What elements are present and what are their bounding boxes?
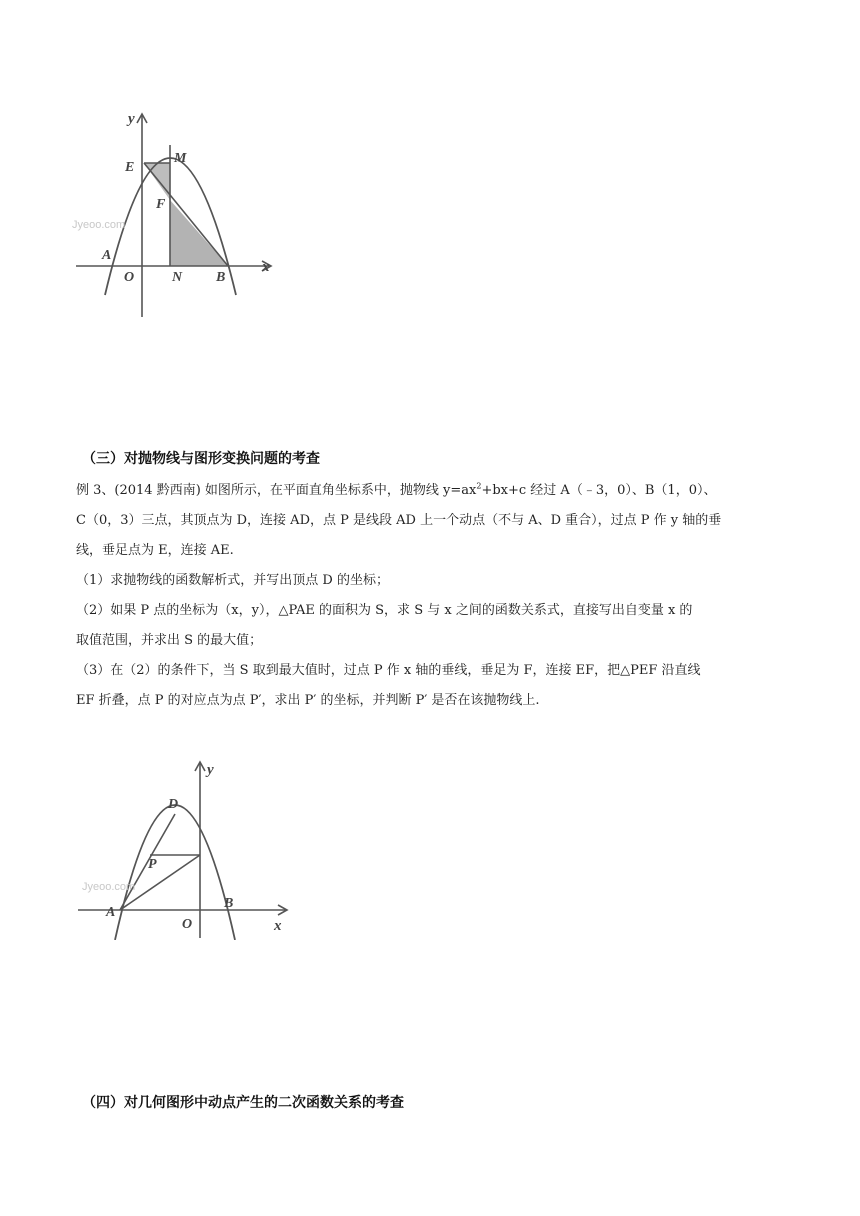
watermark: Jyeoo.com (72, 219, 126, 231)
section-heading-3: （三）对抛物线与图形变换问题的考查 (82, 451, 320, 467)
label-m: M (174, 151, 187, 166)
label-a: A (102, 248, 112, 263)
label-d: D (168, 797, 179, 812)
example-3-text (76, 476, 788, 716)
label-x: x (274, 918, 282, 934)
question-3-line-1: （3）在（2）的条件下，当 S 取到最大值时，过点 P 作 x 轴的垂线，垂足为 F，连接 EF，把△PEF 沿直线 (76, 663, 701, 678)
label-b: B (216, 270, 226, 285)
example-line-2: C（0，3）三点，其顶点为 D，连接 AD，点 P 是线段 AD 上一个动点（不与 A、D 重合），过点 P 作 y 轴的垂 (76, 513, 722, 528)
label-n: N (172, 270, 183, 285)
question-2-line-2: 取值范围，并求出 S 的最大值； (76, 633, 263, 648)
label-b: B (224, 896, 234, 911)
question-1: （1）求抛物线的函数解析式，并写出顶点 D 的坐标； (76, 573, 389, 588)
label-o: O (182, 917, 193, 932)
section-heading-4: （四）对几何图形中动点产生的二次函数关系的考查 (82, 1095, 404, 1111)
label-p: P (148, 857, 157, 872)
example-line-3: 线，垂足点为 E，连接 AE. (76, 543, 234, 558)
label-x: x (262, 259, 270, 275)
watermark: Jyeoo.com (82, 881, 136, 893)
figure-parabola-pae (76, 758, 296, 940)
label-a: A (106, 905, 116, 920)
label-y: y (128, 111, 135, 127)
question-2-line-1: （2）如果 P 点的坐标为（x，y），△PAE 的面积为 S，求 S 与 x 之间的函数关系式，直接写出自变量 x 的 (76, 603, 693, 618)
label-f: F (156, 197, 166, 212)
label-y: y (207, 762, 214, 778)
shaded-region (170, 163, 228, 266)
label-e: E (125, 160, 135, 175)
question-3-line-2: EF 折叠，点 P 的对应点为点 P′，求出 P′ 的坐标，并判断 P′ 是否在该抛物线上. (76, 693, 540, 708)
figure-parabola-mn (70, 105, 280, 320)
label-o: O (124, 270, 135, 285)
example-line-1: 例 3、(2014 黔西南) 如图所示，在平面直角坐标系中，抛物线 $y=ax^2+bx+c$ 经过 A（﹣3，0）、B（1，0）、 (76, 481, 717, 498)
